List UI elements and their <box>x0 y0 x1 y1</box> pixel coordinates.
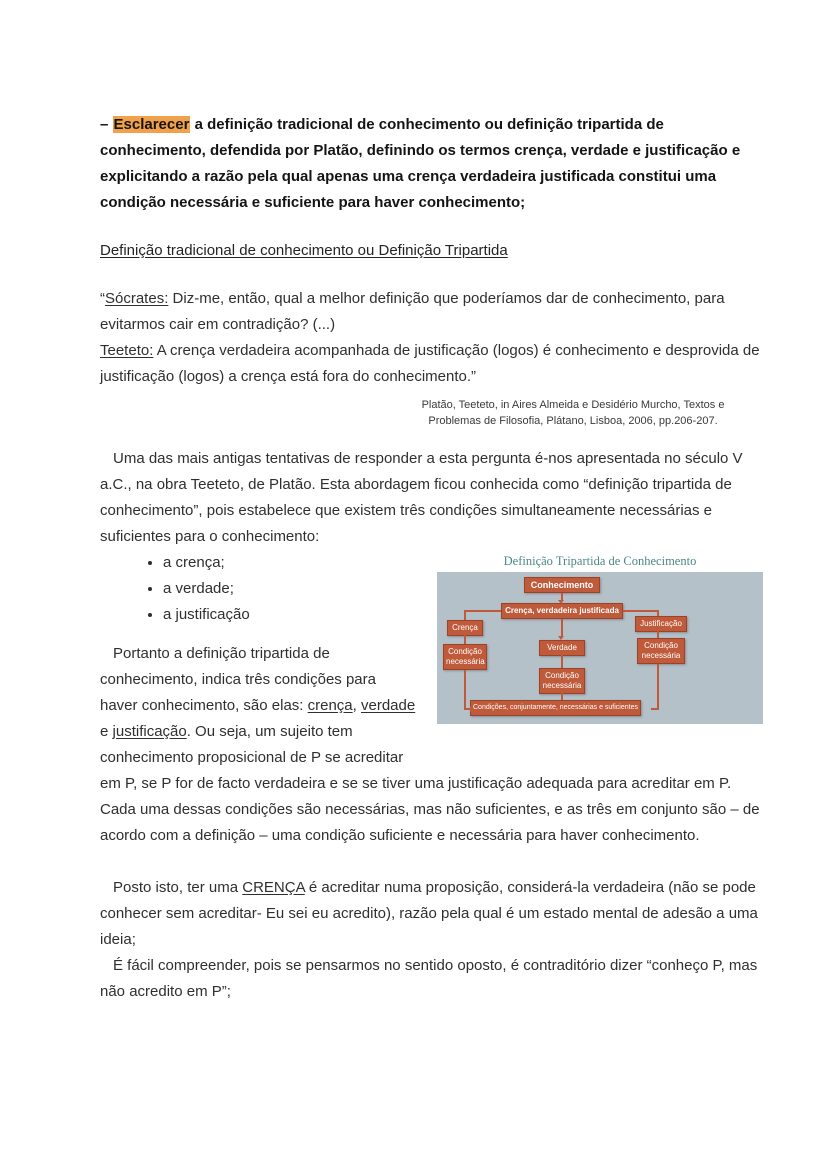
diagram-connector <box>657 664 659 710</box>
objective-text: a definição tradicional de conhecimento ou definição tripartida de conhecimento, defendida por Platão, definindo os termos crença, verdade e justificação e explicitando a razão pela qual apenas uma crença verdadeira justificada constitui uma condição necessária e suficiente para haver conhecimento; <box>100 116 741 211</box>
diagram-panel <box>437 572 763 724</box>
diagram-node-jointly-sufficient: Condições, conjuntamente, necessárias e suficientes <box>470 700 641 716</box>
belief-paragraph <box>100 875 763 953</box>
citation-line-2: Problemas de Filosofia, Plátano, Lisboa, 2006, pp.206-207. <box>428 415 718 427</box>
diagram-node-truth-necessary-condition: Condição necessária <box>539 668 585 694</box>
diagram-connector <box>561 654 563 668</box>
diagram-connector <box>561 692 563 700</box>
diagram-node-truth: Verdade <box>539 640 585 656</box>
diagram-connector <box>464 634 466 644</box>
underlined-term-justification: justificação <box>112 723 187 740</box>
diagram-connector <box>464 670 466 710</box>
teeteto-text: A crença verdadeira acompanhada de justificação (logos) é conhecimento e desprovida de justificação (logos) a crença está fora do conhecimento.” <box>100 342 760 385</box>
diagram-arrowhead <box>558 636 564 640</box>
diagram-connector <box>464 610 466 620</box>
diagram-connector <box>651 708 659 710</box>
diagram-arrowhead <box>558 600 564 604</box>
final-paragraph: É fácil compreender, pois se pensarmos no sentido oposto, é contraditório dizer “conheço P, mas não acredito em P”; <box>100 957 758 1000</box>
belief-text: é acreditar numa proposição, considerá-la verdadeira (não se pode conhecer sem acreditar- Eu sei eu acredito), razão pela qual é um estado mental de adesão a uma ideia; <box>100 879 758 948</box>
citation-block <box>383 397 763 429</box>
intro-paragraph: Uma das mais antigas tentativas de responder a esta pergunta é-nos apresentada no século V a.C., na obra Teeteto, de Platão. Esta abordagem ficou conhecida como “definição tripartida de conhecimento”, pois estabelece que existem três condições simultaneamente necessárias e suficientes para o conhecimento: <box>100 450 743 545</box>
tripartite-text: e <box>100 723 113 740</box>
belief-text: Posto isto, ter uma <box>113 879 243 896</box>
diagram-arrowhead <box>470 706 474 712</box>
diagram-connector <box>465 610 501 612</box>
quote-paragraph <box>100 286 763 390</box>
diagram-connector <box>623 610 659 612</box>
list-item-justification: • a justificação <box>163 602 763 628</box>
tripartite-text: , <box>352 697 361 714</box>
socrates-text: Diz-me, então, qual a melhor definição que poderíamos dar de conhecimento, para evitarmos cair em contradição? (...) <box>100 290 725 333</box>
socrates-label: Sócrates: <box>105 290 169 307</box>
diagram-node-belief: Crença <box>447 620 483 636</box>
diagram-title: Definição Tripartida de Conhecimento <box>503 554 697 568</box>
tripartite-text: Portanto a definição tripartida de conhecimento, indica três condições para haver conhecimento, são elas: <box>100 645 376 714</box>
diagram-connector <box>561 619 563 637</box>
diagram-connector <box>657 630 659 638</box>
list-item-belief: • a crença; <box>163 550 763 576</box>
underlined-term-truth: verdade <box>361 697 416 714</box>
tripartite-text: . Ou seja, um sujeito tem conhecimento proposicional de P se acreditar em P, se P for de facto verdadeira e se se tiver uma justificação adequada para acreditar em P. Cada uma dessas condições são necessárias, mas não suficientes, e as três em conjunto são – de acordo com a definição – uma condição suficiente e necessária para haver conhecimento. <box>100 723 760 844</box>
tripartite-diagram-figure <box>431 554 763 724</box>
teeteto-label: Teeteto: <box>100 342 154 359</box>
diagram-node-justification-necessary-condition: Condição necessária <box>637 638 685 664</box>
diagram-node-belief-necessary-condition: Condição necessária <box>443 644 487 670</box>
diagram-node-knowledge: Conhecimento <box>524 577 600 593</box>
citation-line-1: Platão, Teeteto, in Aires Almeida e Desidério Murcho, Textos e <box>421 399 725 411</box>
underlined-term-belief: crença <box>307 697 353 714</box>
list-item-truth: • a verdade; <box>163 576 763 602</box>
diagram-node-justification: Justificação <box>635 616 687 632</box>
diagram-node-justified-true-belief: Crença, verdadeira justificada <box>501 603 623 619</box>
section-heading: Definição tradicional de conhecimento ou Definição Tripartida <box>100 242 508 259</box>
underlined-term-crenca: CRENÇA <box>242 879 305 896</box>
objective-paragraph <box>100 112 763 216</box>
objective-dash: – <box>100 116 113 133</box>
quote-open: “ <box>100 290 105 307</box>
wrap-section <box>100 550 763 849</box>
highlighted-term: Esclarecer <box>113 116 190 133</box>
diagram-connector <box>657 610 659 616</box>
